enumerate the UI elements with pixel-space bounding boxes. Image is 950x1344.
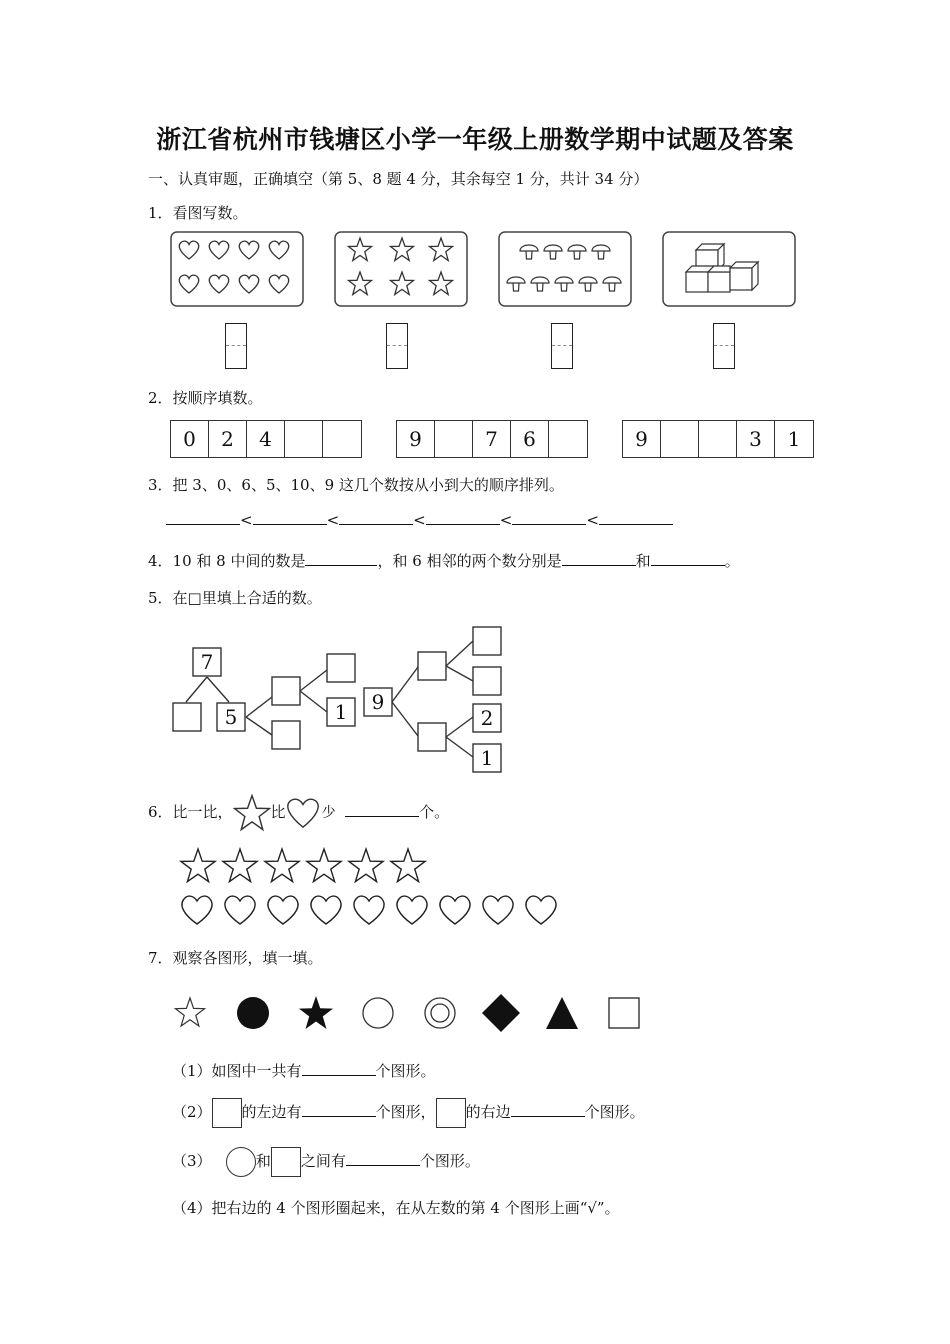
q7-sub-3	[172, 1145, 480, 1177]
star-row	[181, 849, 425, 882]
q7-s2-text-e: 个图形。	[584, 1103, 645, 1121]
q5-label: 5．在□里填上合适的数。	[148, 589, 322, 607]
star-icon	[223, 849, 257, 882]
heart-icon	[440, 896, 470, 924]
answer-blank[interactable]	[339, 510, 413, 525]
star-icon	[233, 794, 271, 832]
double-circle-icon	[425, 998, 455, 1028]
heart-icon	[483, 896, 513, 924]
q7-label: 7．观察各图形，填一填。	[148, 949, 323, 967]
q2-sequence-3	[622, 420, 814, 458]
heart-icon	[397, 896, 427, 924]
heart-icon	[286, 796, 320, 830]
filled-circle-icon	[237, 997, 269, 1029]
q5-number-trees	[160, 620, 520, 780]
q2-sequence-1	[170, 420, 362, 458]
blank-number-box	[327, 654, 355, 682]
answer-blank[interactable]	[599, 510, 673, 525]
q6-part-4: 个。	[419, 803, 450, 821]
star-icon	[181, 849, 215, 882]
q7-s3-text-a: （3）	[172, 1152, 212, 1170]
square-icon	[436, 1098, 466, 1128]
square-icon	[609, 998, 639, 1028]
star-icon	[265, 849, 299, 882]
q4-text	[148, 550, 740, 571]
less-than-sign: <	[240, 511, 253, 529]
answer-blank[interactable]	[253, 510, 327, 525]
blank-number-box	[418, 723, 446, 751]
q7-s3-text-b: 和	[255, 1152, 271, 1170]
answer-blank[interactable]	[346, 1151, 420, 1166]
star-icon	[391, 849, 425, 882]
q6-part-1: 6．比一比，	[148, 803, 233, 821]
seq-cell[interactable]	[699, 421, 737, 457]
circle-icon	[226, 1147, 256, 1177]
q2-label: 2．按顺序填数。	[148, 389, 263, 407]
answer-blank[interactable]	[166, 510, 240, 525]
q7-s2-text-c: 个图形，	[375, 1103, 436, 1121]
q7-sub-4: （4）把右边的 4 个图形圈起来，在从左数的第 4 个图形上画“√”。	[172, 1199, 620, 1217]
q7-s3-text-d: 个图形。	[419, 1152, 480, 1170]
blank-number-box	[473, 627, 501, 655]
q2-sequence-2	[396, 420, 588, 458]
q1-answer-box-4[interactable]	[713, 323, 735, 369]
q7-sub-1	[172, 1060, 436, 1081]
seq-cell: 9	[623, 421, 661, 457]
seq-cell: 4	[247, 421, 285, 457]
tree-number-9: 9	[371, 690, 385, 714]
q3-order-line	[166, 510, 673, 529]
answer-blank[interactable]	[302, 1102, 376, 1117]
star-icon	[349, 849, 383, 882]
tree-number-1b: 1	[480, 746, 494, 770]
seq-cell[interactable]	[435, 421, 473, 457]
q6-compare-rows	[176, 845, 566, 929]
heart-icon	[526, 896, 556, 924]
q7-s1-text-b: 个图形。	[375, 1062, 436, 1080]
q4-part-3: 和	[635, 552, 651, 570]
q1-answer-box-1[interactable]	[225, 323, 247, 369]
seq-cell: 7	[473, 421, 511, 457]
tree-number-7: 7	[200, 650, 214, 674]
heart-icon	[182, 896, 212, 924]
heart-icon	[311, 896, 341, 924]
q6-part-2: 比	[270, 803, 286, 821]
answer-blank[interactable]	[651, 551, 725, 566]
q7-s3-text-c: 之间有	[300, 1152, 346, 1170]
heart-icon	[354, 896, 384, 924]
tree-number-2: 2	[480, 706, 494, 730]
q7-s2-text-b: 的左边有	[241, 1103, 302, 1121]
section-1-heading: 一、认真审题，正确填空（第 5、8 题 4 分，其余每空 1 分，共计 34 分）	[148, 170, 649, 188]
star-outline-icon	[176, 998, 205, 1026]
answer-blank[interactable]	[426, 510, 500, 525]
q7-s1-text-a: （1）如图中一共有	[172, 1062, 302, 1080]
answer-blank[interactable]	[512, 510, 586, 525]
q1-pictures	[168, 228, 808, 310]
heart-icon	[268, 896, 298, 924]
less-than-sign: <	[499, 511, 513, 529]
q4-part-1: 4．10 和 8 中间的数是	[148, 552, 306, 570]
tree-number-5: 5	[224, 705, 238, 729]
seq-cell[interactable]	[661, 421, 699, 457]
answer-blank[interactable]	[562, 551, 636, 566]
blank-number-box	[272, 721, 300, 749]
stars-picture-box	[335, 232, 467, 306]
seq-cell: 6	[511, 421, 549, 457]
q7-sub-2	[172, 1096, 645, 1128]
q6-text	[148, 792, 449, 832]
star-icon	[307, 849, 341, 882]
q3-label: 3．把 3、0、6、5、10、9 这几个数按从小到大的顺序排列。	[148, 476, 564, 494]
answer-blank[interactable]	[305, 551, 377, 566]
filled-triangle-icon	[546, 997, 578, 1029]
seq-cell[interactable]	[285, 421, 323, 457]
answer-blank[interactable]	[302, 1061, 376, 1076]
filled-diamond-icon	[482, 994, 520, 1032]
tree-number-1: 1	[334, 700, 348, 724]
seq-cell: 9	[397, 421, 435, 457]
answer-blank[interactable]	[345, 802, 419, 817]
blank-number-box	[173, 703, 201, 731]
blank-number-box	[418, 652, 446, 680]
seq-cell[interactable]	[549, 421, 587, 457]
q7-s2-text-d: 的右边	[465, 1103, 511, 1121]
answer-blank[interactable]	[511, 1102, 585, 1117]
less-than-sign: <	[586, 511, 599, 529]
q7-s2-text-a: （2）	[172, 1103, 212, 1121]
seq-cell[interactable]	[323, 421, 361, 457]
q6-part-3: 少	[321, 805, 336, 821]
less-than-sign: <	[326, 511, 340, 529]
q7-shapes-row	[170, 992, 650, 1036]
hearts-picture-box	[171, 232, 303, 306]
page-title: 浙江省杭州市钱塘区小学一年级上册数学期中试题及答案	[156, 125, 794, 154]
filled-star-icon	[299, 996, 333, 1029]
q1-label: 1．看图写数。	[148, 204, 248, 222]
q1-answer-box-3[interactable]	[551, 323, 573, 369]
mushrooms-picture-box	[499, 232, 631, 306]
blank-number-box	[272, 677, 300, 705]
q4-part-2: ，和 6 相邻的两个数分别是	[377, 552, 562, 570]
less-than-sign: <	[413, 511, 426, 529]
seq-cell: 1	[787, 427, 801, 451]
circle-icon	[363, 998, 393, 1028]
q1-answer-box-2[interactable]	[386, 323, 408, 369]
heart-row	[182, 896, 556, 924]
square-icon	[212, 1098, 242, 1128]
seq-cell: 2	[209, 421, 247, 457]
q4-part-4: 。	[724, 552, 740, 570]
heart-icon	[225, 896, 255, 924]
seq-cell: 0	[171, 421, 209, 457]
seq-cell: 3	[737, 421, 775, 457]
blank-number-box	[473, 667, 501, 695]
square-icon	[271, 1147, 301, 1177]
